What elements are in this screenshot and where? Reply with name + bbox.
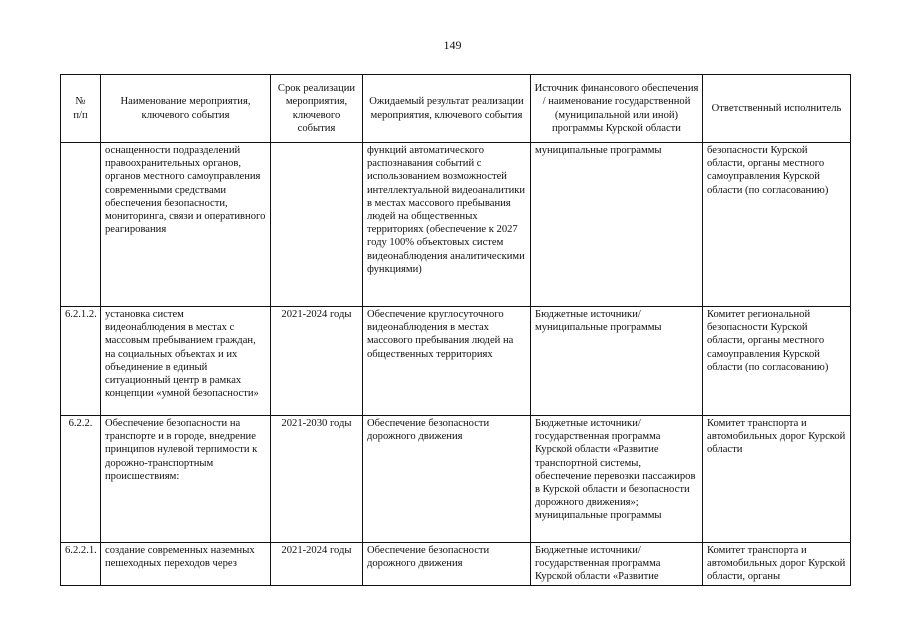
row-responsible: Комитет региональной безопасности Курской области, органы местного самоуправления Курской области (по согласованию) <box>703 307 851 416</box>
row-num: 6.2.1.2. <box>61 307 101 416</box>
row-period: 2021-2024 годы <box>271 307 363 416</box>
table-row <box>61 307 851 416</box>
header-responsible: Ответственный исполнитель <box>703 75 851 143</box>
row-responsible: Комитет транспорта и автомобильных дорог Курской области, органы <box>703 543 851 586</box>
row-name: создание современных наземных пешеходных переходов через <box>101 543 271 586</box>
row-name: оснащенности подразделений правоохранительных органов, органов местного самоуправления современными средствами обеспечения безопасности, мониторинга, связи и оперативного реагирования <box>101 143 271 307</box>
row-period <box>271 143 363 307</box>
row-period: 2021-2024 годы <box>271 543 363 586</box>
row-name: установка систем видеонаблюдения в местах с массовым пребыванием граждан, на социальных объектах и их объединение в единый ситуационный центр в рамках концепции «умной безопасности» <box>101 307 271 416</box>
header-source: Источник финансового обеспечения / наименование государственной (муниципальной или иной) программы Курской области <box>531 75 703 143</box>
row-source: Бюджетные источники/ государственная программа Курской области «Развитие <box>531 543 703 586</box>
table-row <box>61 143 851 307</box>
row-num: 6.2.2. <box>61 416 101 543</box>
header-period: Срок реализации мероприятия, ключевого события <box>271 75 363 143</box>
row-source: муниципальные программы <box>531 143 703 307</box>
row-num <box>61 143 101 307</box>
row-result: функций автоматического распознавания событий с использованием возможностей интеллектуальной видеоаналитики в местах массового пребывания людей на общественных территориях (обеспечение к 2027 году 100% объектовых систем видеонаблюдения аналитическими функциями) <box>363 143 531 307</box>
header-name: Наименование мероприятия, ключевого события <box>101 75 271 143</box>
page-number: 149 <box>443 38 462 52</box>
row-source: Бюджетные источники/ государственная программа Курской области «Развитие транспортной системы, обеспечение перевозки пассажиров в Курской области и безопасности дорожного движения»; муниципальные программы <box>531 416 703 543</box>
header-num: № п/п <box>61 75 101 143</box>
table-header <box>61 75 851 143</box>
row-result: Обеспечение безопасности дорожного движения <box>363 416 531 543</box>
row-result: Обеспечение круглосуточного видеонаблюдения в местах массового пребывания людей на общественных территориях <box>363 307 531 416</box>
row-responsible: Комитет транспорта и автомобильных дорог Курской области <box>703 416 851 543</box>
row-name: Обеспечение безопасности на транспорте и в городе, внедрение принципов нулевой терпимости к дорожно-транспортным происшествиям: <box>101 416 271 543</box>
header-result: Ожидаемый результат реализации мероприятия, ключевого события <box>363 75 531 143</box>
row-num: 6.2.2.1. <box>61 543 101 586</box>
row-responsible: безопасности Курской области, органы местного самоуправления Курской области (по согласованию) <box>703 143 851 307</box>
row-period: 2021-2030 годы <box>271 416 363 543</box>
row-source: Бюджетные источники/ муниципальные программы <box>531 307 703 416</box>
events-table <box>60 74 851 586</box>
table-row <box>61 543 851 586</box>
table-row <box>61 416 851 543</box>
row-result: Обеспечение безопасности дорожного движения <box>363 543 531 586</box>
